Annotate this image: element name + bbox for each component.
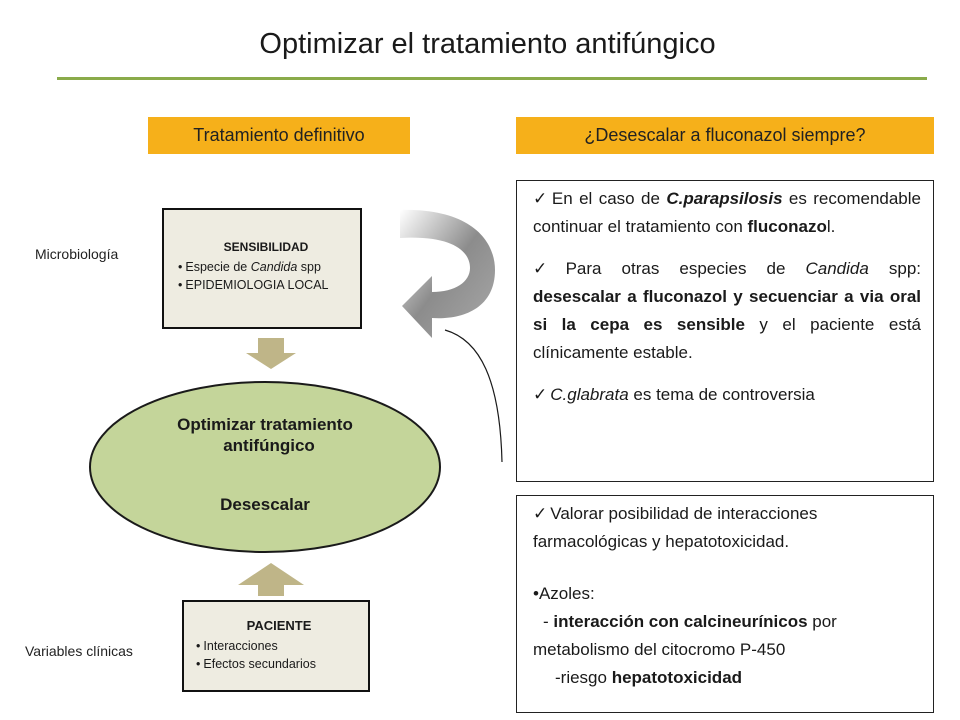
paciente-item-efectos: • Efectos secundarios [196, 655, 362, 673]
point-azoles: •Azoles: [533, 584, 595, 603]
label-microbiologia: Microbiología [35, 246, 119, 262]
point-hepatotoxicidad: -riesgo hepatotoxicidad [555, 668, 743, 687]
sensibilidad-title: SENSIBILIDAD [223, 240, 309, 254]
ellipse-desescalar: Desescalar [220, 495, 310, 514]
ellipse-label: Optimizar tratamiento antifúngico [177, 415, 353, 455]
interactions-box [516, 495, 934, 713]
point-otras-especies: ✓ Para otras especies de Candida spp: desescalar a fluconazol y secuenciar a via oral si la cepa es sensible y el paciente está clínicamente estable. [533, 255, 921, 367]
recommendation-box [516, 180, 934, 482]
arrow-down-icon [246, 338, 296, 369]
connector-line [445, 330, 502, 462]
slide-title: Optimizar el tratamiento antifúngico [259, 28, 716, 60]
arrow-up-icon [238, 563, 304, 596]
sensibilidad-item-especie: • Especie de Candida spp [178, 258, 354, 276]
point-interacciones: ✓ Valorar posibilidad de interacciones farmacológicas y hepatotoxicidad. [533, 500, 923, 556]
tab-desescalar-question: ¿Desescalar a fluconazol siempre? [516, 117, 934, 154]
paciente-title: PACIENTE [246, 618, 312, 633]
sensibilidad-item-epidemiologia: • EPIDEMIOLOGIA LOCAL [178, 276, 354, 294]
ellipse-optimizar [90, 382, 440, 552]
point-glabrata: ✓ C.glabrata es tema de controversia [533, 381, 921, 409]
sensibilidad-box [162, 208, 362, 329]
point-calcineurinicos: - interacción con calcineurínicos por metabolismo del citocromo P-450 [533, 612, 837, 659]
paciente-item-interacciones: • Interacciones [196, 637, 362, 655]
tab-tratamiento-definitivo: Tratamiento definitivo [148, 117, 410, 154]
label-variables-clinicas: Variables clínicas [25, 643, 133, 659]
paciente-box [182, 600, 370, 692]
curved-arrow-icon [400, 210, 495, 338]
point-parapsilosis: ✓ En el caso de C.parapsilosis es recomendable continuar el tratamiento con fluconazol. [533, 185, 921, 241]
